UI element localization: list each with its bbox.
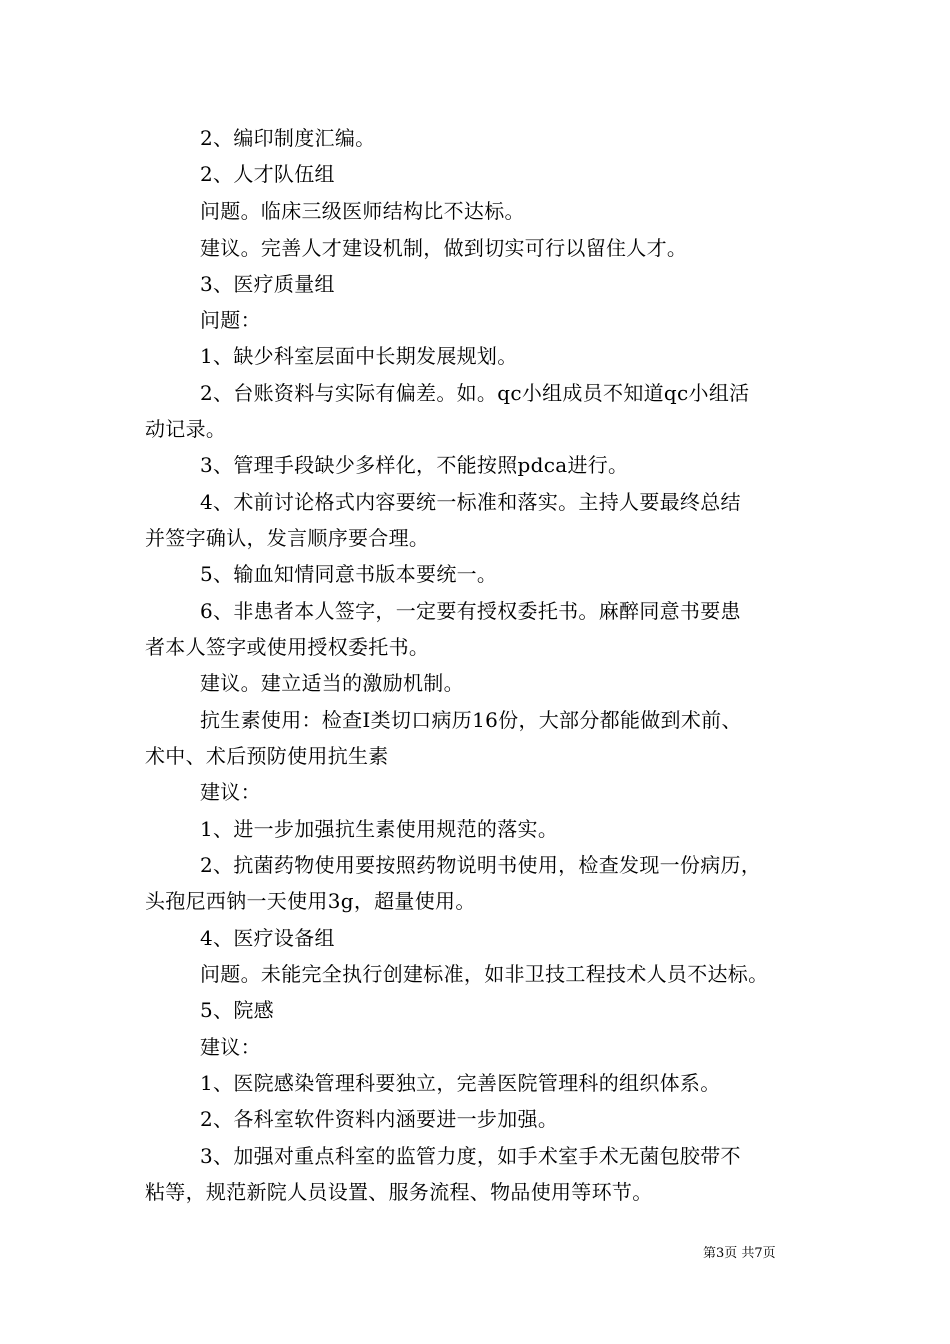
text-line: 抗生素使用：检查Ⅰ类切口病历16份，大部分都能做到术前、	[200, 708, 742, 732]
text-line: 4、术前讨论格式内容要统一标准和落实。主持人要最终总结	[200, 490, 741, 514]
text-line: 1、进一步加强抗生素使用规范的落实。	[200, 817, 559, 841]
text-line: 1、缺少科室层面中长期发展规划。	[200, 344, 518, 368]
section-heading: 3、医疗质量组	[200, 272, 335, 296]
text-line: 1、医院感染管理科要独立，完善医院管理科的组织体系。	[200, 1071, 721, 1095]
text-line: 问题。未能完全执行创建标准，如非卫技工程技术人员不达标。	[200, 962, 769, 986]
text-line: 6、非患者本人签字，一定要有授权委托书。麻醉同意书要患	[200, 599, 741, 623]
text-line: 并签字确认，发言顺序要合理。	[145, 526, 430, 550]
text-line: 5、输血知情同意书版本要统一。	[200, 562, 498, 586]
section-heading: 4、医疗设备组	[200, 926, 335, 950]
text-line: 2、各科室软件资料内涵要进一步加强。	[200, 1107, 559, 1131]
text-line: 2、抗菌药物使用要按照药物说明书使用，检查发现一份病历，	[200, 853, 762, 877]
page-number-footer: 第3页 共7页	[703, 1246, 776, 1261]
text-line: 术中、术后预防使用抗生素	[145, 744, 389, 768]
text-line: 动记录。	[145, 417, 227, 441]
section-heading: 5、院感	[200, 998, 274, 1022]
text-line: 问题。临床三级医师结构比不达标。	[200, 199, 525, 223]
text-line: 头孢尼西钠一天使用3g，超量使用。	[145, 889, 476, 913]
text-line: 2、台账资料与实际有偏差。如。qc小组成员不知道qc小组活	[200, 381, 750, 405]
text-line: 建议：	[200, 1035, 261, 1059]
text-line: 问题：	[200, 308, 261, 332]
text-line: 3、管理手段缺少多样化，不能按照pdca进行。	[200, 453, 629, 477]
text-line: 建议。完善人才建设机制，做到切实可行以留住人才。	[200, 236, 688, 260]
text-line: 2、编印制度汇编。	[200, 126, 376, 150]
text-line: 建议：	[200, 780, 261, 804]
text-line: 建议。建立适当的激励机制。	[200, 671, 464, 695]
text-line: 3、加强对重点科室的监管力度，如手术室手术无菌包胶带不	[200, 1144, 741, 1168]
section-heading: 2、人才队伍组	[200, 162, 335, 186]
text-line: 者本人签字或使用授权委托书。	[145, 635, 430, 659]
text-line: 粘等，规范新院人员设置、服务流程、物品使用等环节。	[145, 1180, 653, 1204]
